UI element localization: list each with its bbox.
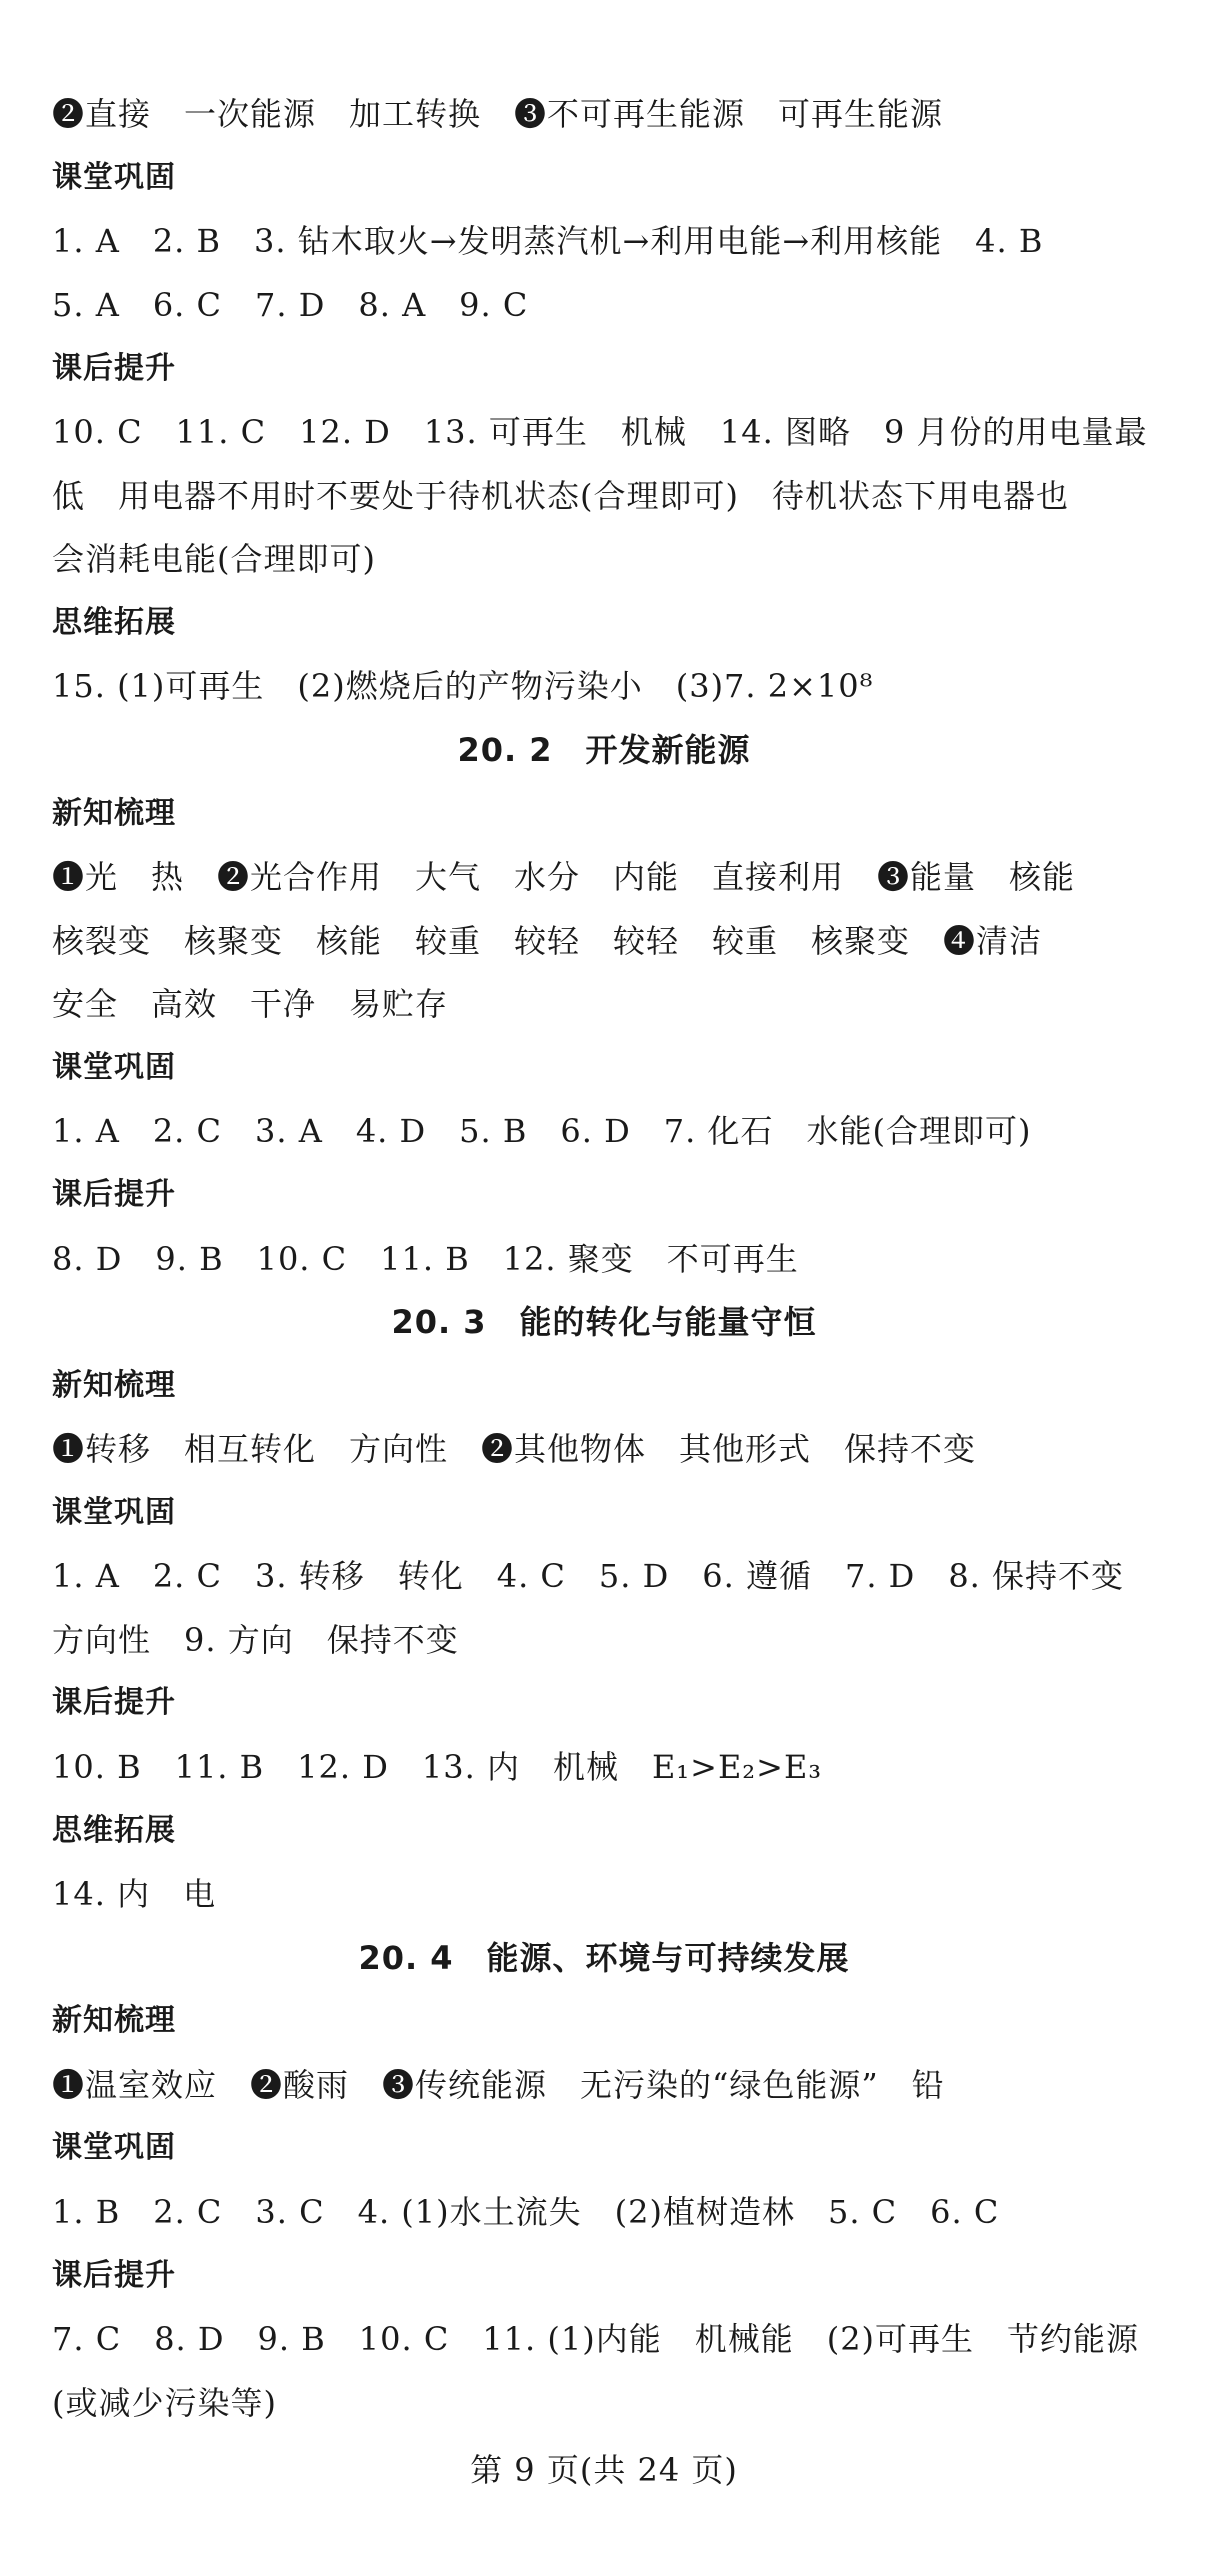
section-heading: 20. 2 开发新能源 — [457, 731, 751, 769]
section-label-after-class: 课后提升 — [52, 351, 176, 386]
answer-line: 1. A 2. C 3. A 4. D 5. B 6. D 7. 化石 水能(合理即可) — [52, 1112, 1032, 1150]
answer-line: ❷直接 一次能源 加工转换 ❸不可再生能源 可再生能源 — [52, 95, 944, 133]
section-label-after-class: 课后提升 — [52, 2258, 176, 2293]
page-footer: 第 9 页(共 24 页) — [470, 2451, 738, 2489]
section-label-classroom: 课堂巩固 — [52, 160, 176, 195]
answer-line: 安全 高效 干净 易贮存 — [52, 985, 449, 1023]
answer-line: 1. A 2. B 3. 钻木取火→发明蒸汽机→利用电能→利用核能 4. B — [52, 222, 1044, 260]
section-heading: 20. 4 能源、环境与可持续发展 — [358, 1939, 850, 1977]
section-heading: 20. 3 能的转化与能量守恒 — [391, 1303, 817, 1341]
answer-line: 会消耗电能(合理即可) — [52, 540, 376, 578]
answer-line: ❶转移 相互转化 方向性 ❷其他物体 其他形式 保持不变 — [52, 1430, 977, 1468]
section-label-classroom: 课堂巩固 — [52, 1050, 176, 1085]
section-label-new-knowledge: 新知梳理 — [52, 1368, 176, 1403]
section-label-classroom: 课堂巩固 — [52, 1495, 176, 1530]
answer-line: 核裂变 核聚变 核能 较重 较轻 较轻 较重 核聚变 ❹清洁 — [52, 922, 1043, 960]
answer-line: 1. B 2. C 3. C 4. (1)水土流失 (2)植树造林 5. C 6. C — [52, 2193, 1000, 2231]
answer-line: 10. B 11. B 12. D 13. 内 机械 E₁>E₂>E₃ — [52, 1748, 823, 1786]
answer-line: ❶温室效应 ❷酸雨 ❸传统能源 无污染的“绿色能源” 铅 — [52, 2066, 945, 2104]
answer-line: 8. D 9. B 10. C 11. B 12. 聚变 不可再生 — [52, 1240, 799, 1278]
section-label-new-knowledge: 新知梳理 — [52, 2003, 176, 2038]
answer-line: 10. C 11. C 12. D 13. 可再生 机械 14. 图略 9 月份的用电量最 — [52, 413, 1148, 451]
answer-line: 14. 内 电 — [52, 1875, 217, 1913]
section-label-new-knowledge: 新知梳理 — [52, 796, 176, 831]
answer-line: 7. C 8. D 9. B 10. C 11. (1)内能 机械能 (2)可再生 节约能源 — [52, 2320, 1140, 2358]
section-label-after-class: 课后提升 — [52, 1685, 176, 1720]
answer-line: 1. A 2. C 3. 转移 转化 4. C 5. D 6. 遵循 7. D 8. 保持不变 — [52, 1557, 1125, 1595]
answer-line: (或减少污染等) — [52, 2384, 277, 2422]
section-label-after-class: 课后提升 — [52, 1177, 176, 1212]
answer-line: ❶光 热 ❷光合作用 大气 水分 内能 直接利用 ❸能量 核能 — [52, 858, 1076, 896]
section-label-thinking: 思维拓展 — [52, 605, 176, 640]
answer-line: 5. A 6. C 7. D 8. A 9. C — [52, 286, 529, 324]
answer-line: 低 用电器不用时不要处于待机状态(合理即可) 待机状态下用电器也 — [52, 477, 1069, 515]
answer-line: 方向性 9. 方向 保持不变 — [52, 1621, 459, 1659]
section-label-classroom: 课堂巩固 — [52, 2130, 176, 2165]
section-label-thinking: 思维拓展 — [52, 1813, 176, 1848]
answer-line: 15. (1)可再生 (2)燃烧后的产物污染小 (3)7. 2×10⁸ — [52, 667, 874, 705]
